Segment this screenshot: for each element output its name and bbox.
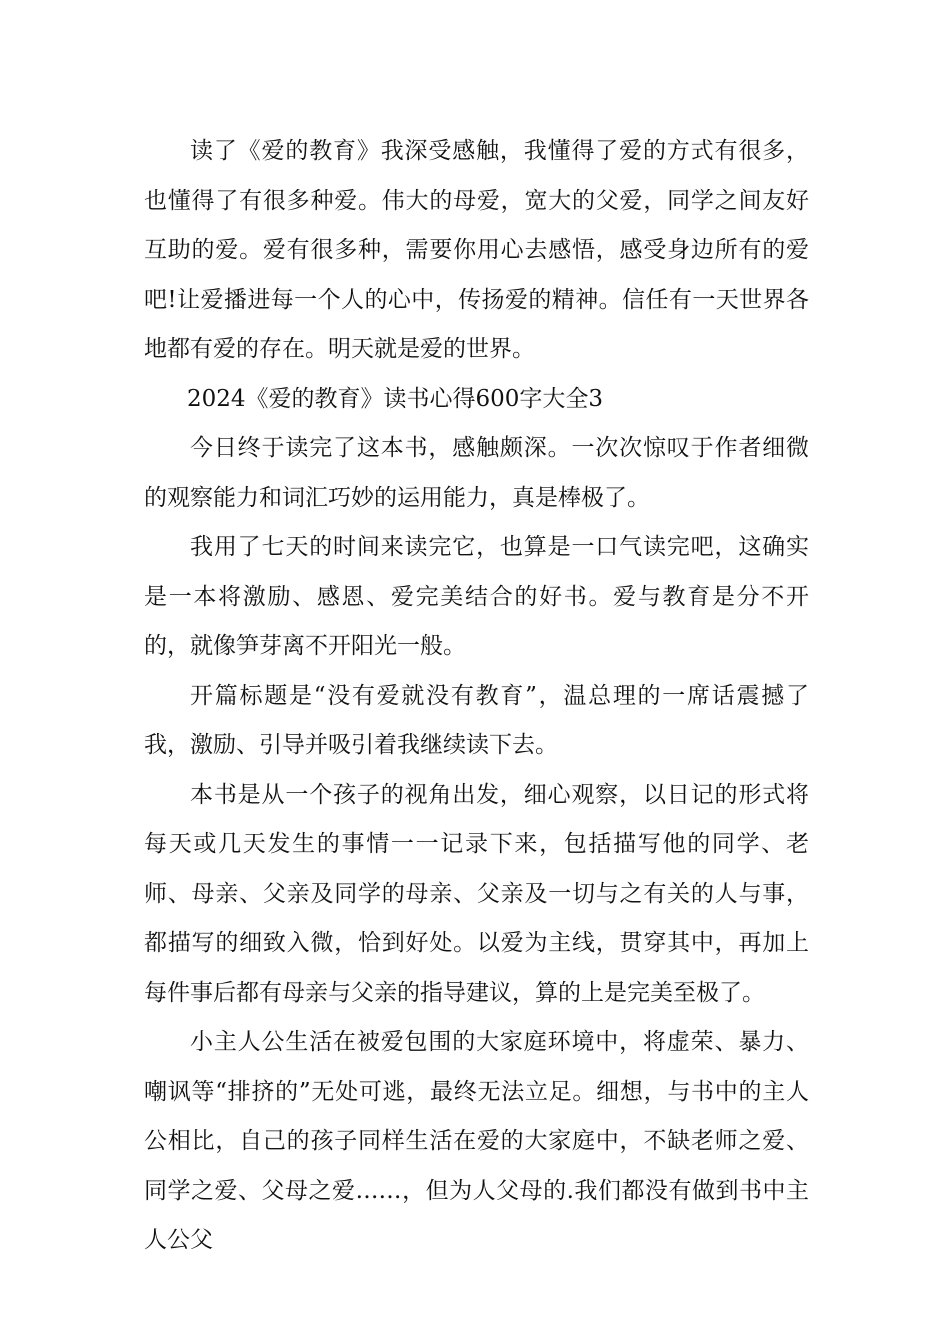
paragraph-4: 开篇标题是“没有爱就没有教育”，温总理的一席话震撼了我，激励、引导并吸引着我继续读下去。 (144, 682, 809, 758)
paragraph-2: 今日终于读完了这本书，感触颇深。一次次惊叹于作者细微的观察能力和词汇巧妙的运用能力，真是棒极了。 (144, 435, 809, 511)
section-heading: 2024《爱的教育》读书心得600字大全3 (187, 385, 604, 412)
paragraph-6: 小主人公生活在被爱包围的大家庭环境中，将虚荣、暴力、嘲讽等“排挤的”无处可逃，最终无法立足。细想，与书中的主人公相比，自己的孩子同样生活在爱的大家庭中，不缺老师之爱、同学之爱、父母之爱……，但为人父母的.我们都没有做到书中主人公父 (144, 1029, 809, 1253)
paragraph-5: 本书是从一个孩子的视角出发，细心观察，以日记的形式将每天或几天发生的事情一一记录下来，包括描写他的同学、老师、母亲、父亲及同学的母亲、父亲及一切与之有关的人与事，都描写的细致入微，恰到好处。以爱为主线，贯穿其中，再加上每件事后都有母亲与父亲的指导建议，算的上是完美至极了。 (144, 781, 809, 1006)
document-body (144, 127, 809, 1266)
paragraph-3: 我用了七天的时间来读完它，也算是一口气读完吧，这确实是一本将激励、感恩、爱完美结合的好书。爱与教育是分不开的，就像笋芽离不开阳光一般。 (144, 534, 809, 659)
paragraph-1: 读了《爱的教育》我深受感触，我懂得了爱的方式有很多，也懂得了有很多种爱。伟大的母爱，宽大的父爱，同学之间友好互助的爱。爱有很多种，需要你用心去感悟，感受身边所有的爱吧!让爱播进每一个人的心中，传扬爱的精神。信任有一天世界各地都有爱的存在。明天就是爱的世界。 (144, 138, 809, 362)
